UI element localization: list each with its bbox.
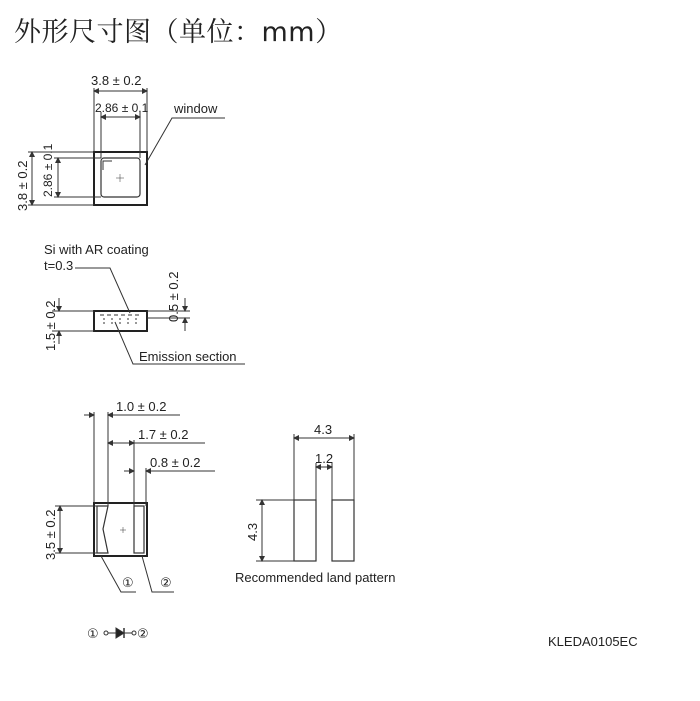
top-height-inner-label: 2.86 ± 0.1 xyxy=(41,143,55,197)
bottom-view xyxy=(55,412,215,592)
bottom-dim-1-label: 1.0 ± 0.2 xyxy=(116,399,167,414)
emission-label: Emission section xyxy=(139,349,237,364)
bottom-view-package xyxy=(94,503,147,556)
pad-2 xyxy=(134,506,144,553)
land-height-label: 4.3 xyxy=(245,522,260,541)
side-height-top-label: 0.5 ± 0.2 xyxy=(166,271,181,322)
coating-label-line2: t=0.3 xyxy=(44,258,74,273)
diode-triangle-icon xyxy=(116,628,124,638)
window-leader xyxy=(145,118,225,165)
bottom-dim-3-label: 0.8 ± 0.2 xyxy=(150,455,201,470)
bottom-height-label: 3.5 ± 0.2 xyxy=(43,509,58,560)
pad-1 xyxy=(97,506,108,553)
land-pad-right xyxy=(332,500,354,561)
pin1-label: ① xyxy=(122,575,134,590)
land-pattern-caption: Recommended land pattern xyxy=(235,570,396,585)
part-number: KLEDA0105EC xyxy=(548,634,638,649)
top-width-outer-label: 3.8 ± 0.2 xyxy=(91,73,142,88)
page-title: 外形尺寸图（单位：mm） xyxy=(14,17,343,48)
diode-symbol xyxy=(104,628,136,638)
land-pad-left xyxy=(294,500,316,561)
pin2-label: ② xyxy=(160,575,172,590)
land-width-label: 4.3 xyxy=(314,422,333,437)
land-pattern xyxy=(256,434,354,561)
bottom-dim-2-label: 1.7 ± 0.2 xyxy=(138,427,189,442)
coating-label-line1: Si with AR coating xyxy=(44,242,149,257)
window-label: window xyxy=(174,101,218,116)
top-view-window xyxy=(101,158,140,197)
side-view-package xyxy=(94,311,147,331)
side-height-total-label: 1.5 ± 0.2 xyxy=(43,300,58,351)
circuit-pin2-label: ② xyxy=(137,626,149,641)
circuit-pin1-label: ① xyxy=(87,626,99,641)
land-gap-label: 1.2 xyxy=(315,451,334,466)
top-height-outer-label: 3.8 ± 0.2 xyxy=(15,160,30,211)
top-width-inner-label: 2.86 ± 0.1 xyxy=(95,101,149,115)
coating-leader xyxy=(75,268,130,313)
